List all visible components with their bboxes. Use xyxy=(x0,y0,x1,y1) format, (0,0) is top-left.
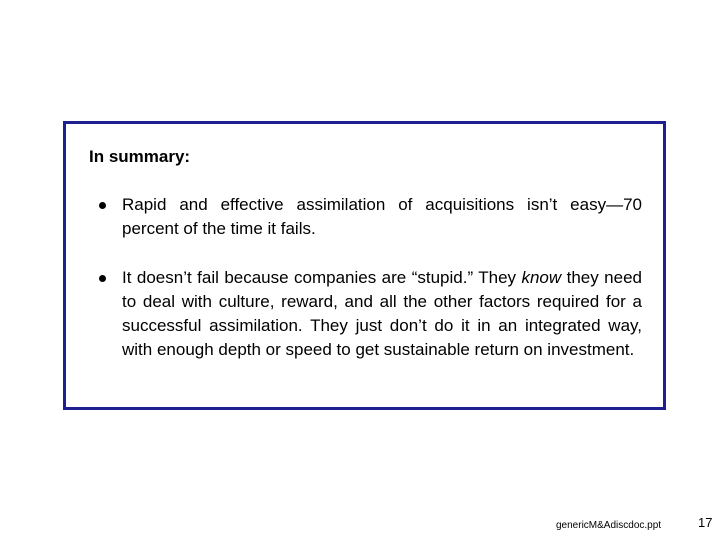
bullet-text-emphasis: know xyxy=(521,268,562,287)
summary-bullet-list xyxy=(99,193,642,362)
bullet-text: Rapid and effective assimilation of acquisitions isn’t easy—70 percent of the time it fails. xyxy=(122,195,642,238)
bullet-icon xyxy=(99,275,106,282)
bullet-text xyxy=(122,266,642,362)
page-number: 17 xyxy=(698,515,713,530)
summary-heading: In summary: xyxy=(89,147,191,166)
summary-bullet-item xyxy=(99,266,642,362)
bullet-text-after-emphasis: they need to deal with culture, reward, and all the other factors required for a successful assimilation. They just don’t do it in an integrated way, with enough depth or speed to get sustainable return on investment. xyxy=(122,268,642,359)
footer-file-name: genericM&Adiscdoc.ppt xyxy=(556,520,662,531)
bullet-text-before-emphasis: It doesn’t fail because companies are “stupid.” They xyxy=(122,268,522,287)
summary-bullet-item xyxy=(99,193,642,241)
summary-box xyxy=(63,121,666,410)
bullet-icon xyxy=(99,202,106,209)
